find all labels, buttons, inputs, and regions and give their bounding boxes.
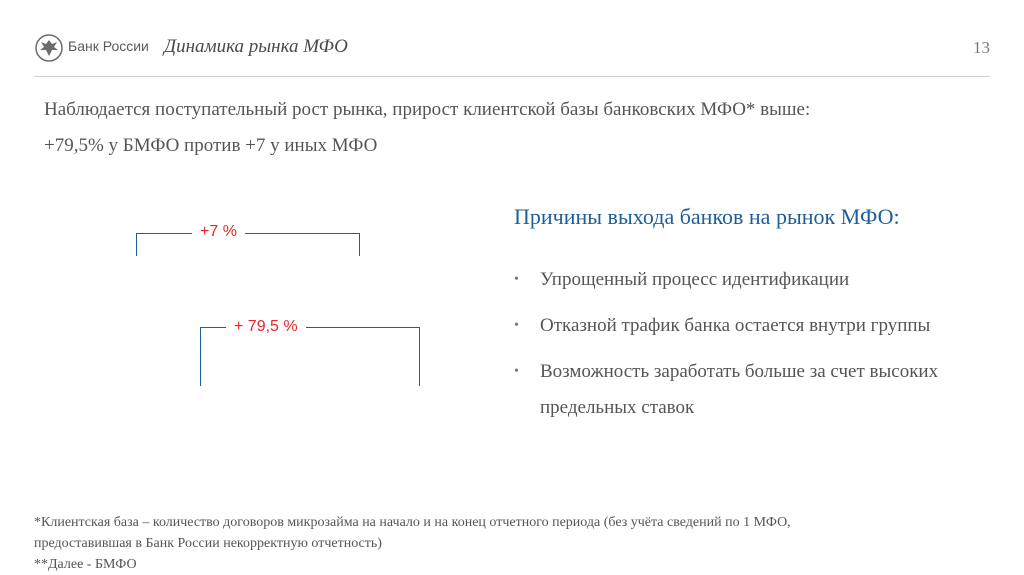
reason-item bbox=[514, 354, 984, 426]
reason-text: Возможность заработать больше за счет высоких предельных ставок bbox=[540, 361, 939, 418]
slide-title: Динамика рынка МФО bbox=[164, 36, 348, 57]
slide-header bbox=[0, 0, 1024, 72]
growth-label-other-mfo: +7 % bbox=[192, 223, 245, 241]
page-number: 13 bbox=[973, 38, 990, 57]
bank-eagle-logo-icon bbox=[34, 33, 64, 63]
header-divider bbox=[34, 76, 990, 77]
reasons-heading: Причины выхода банков на рынок МФО: bbox=[514, 204, 900, 229]
reasons-list bbox=[514, 262, 984, 436]
reason-text: Отказной трафик банка остается внутри группы bbox=[540, 315, 931, 336]
growth-bracket-other-mfo bbox=[136, 233, 360, 256]
reason-item bbox=[514, 262, 984, 298]
intro-line-1: Наблюдается поступательный рост рынка, прирост клиентской базы банковских МФО* выше: bbox=[44, 99, 811, 120]
growth-label-bank-mfo: + 79,5 % bbox=[226, 318, 306, 336]
bullet-icon: • bbox=[514, 318, 519, 333]
footnote-line-1: *Клиентская база – количество договоров микрозайма на начало и на конец отчетного периода (без учёта сведений по 1 МФО, bbox=[34, 515, 791, 530]
reason-text: Упрощенный процесс идентификации bbox=[540, 269, 850, 290]
footnote-line-2: предоставившая в Банк России некорректную отчетность) bbox=[34, 536, 382, 551]
intro-text bbox=[44, 92, 986, 164]
bullet-icon: • bbox=[514, 364, 519, 379]
bullet-icon: • bbox=[514, 272, 519, 287]
intro-line-2: +79,5% у БМФО против +7 у иных МФО bbox=[44, 135, 378, 156]
footnote-line-3: **Далее - БМФО bbox=[34, 557, 137, 572]
reason-item bbox=[514, 308, 984, 344]
bank-name: Банк России bbox=[68, 38, 149, 54]
footnotes bbox=[34, 512, 994, 575]
